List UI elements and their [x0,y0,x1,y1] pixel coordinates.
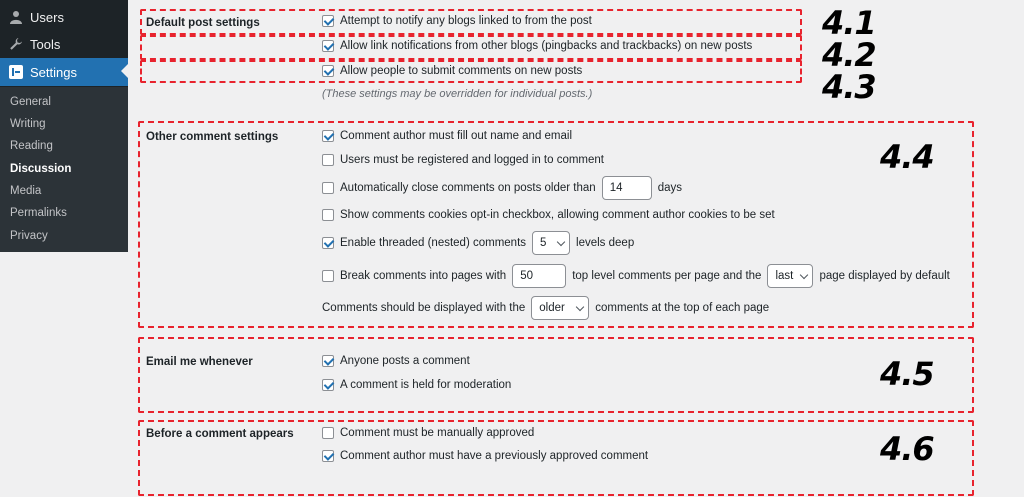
email-me-label: Email me whenever [146,356,253,368]
option-label: Comment author must have a previously approved comment [340,450,649,462]
other-comment-settings-label: Other comment settings [146,131,279,143]
wrench-icon [6,34,26,54]
select-value: last [775,270,794,282]
annotation-box-4-2 [140,35,802,60]
submenu-writing[interactable]: Writing [10,118,46,130]
option-label: Break comments into pages with [340,270,507,282]
annotation-label-4-2: 4.2 [822,36,876,74]
menu-item-settings[interactable] [0,58,128,86]
menu-item-label: Settings [30,64,77,80]
annotation-label-4-5: 4.5 [880,355,934,393]
option-label: Attempt to notify any blogs linked to from the post [340,15,592,27]
annotation-box-4-3 [140,60,802,83]
option-suffix: page displayed by default [819,270,950,282]
option-suffix: days [657,182,682,194]
option-label: Comment author must fill out name and email [340,130,573,142]
override-note: (These settings may be overridden for individual posts.) [322,88,593,100]
auto-close-days-input[interactable]: 14 [602,176,652,200]
annotation-label-4-1: 4.1 [822,4,876,42]
user-icon [6,7,26,27]
menu-item-tools[interactable] [0,31,128,57]
option-label: Anyone posts a comment [340,355,470,367]
option-label: Enable threaded (nested) comments [340,237,527,249]
option-label: Automatically close comments on posts older than [340,182,596,194]
annotation-label-4-4: 4.4 [880,138,934,176]
default-post-settings-label: Default post settings [146,17,260,29]
annotation-box-4-5 [138,337,974,413]
menu-item-label: Tools [30,36,61,52]
menu-item-label: Users [30,9,64,25]
option-middle: top level comments per page and the [572,270,762,282]
submenu-general[interactable]: General [10,96,51,108]
option-label: Comments should be displayed with the [322,302,526,314]
submenu-reading[interactable]: Reading [10,140,53,152]
option-suffix: comments at the top of each page [595,302,770,314]
settings-submenu [0,87,128,252]
annotation-box-4-1 [140,9,802,35]
admin-sidebar [0,0,128,252]
annotation-label-4-6: 4.6 [880,430,934,468]
submenu-permalinks[interactable]: Permalinks [10,207,67,219]
option-label: Allow people to submit comments on new posts [340,65,583,77]
submenu-privacy[interactable]: Privacy [10,230,48,242]
option-label: A comment is held for moderation [340,379,512,391]
annotation-box-4-4 [138,121,974,328]
submenu-discussion[interactable]: Discussion [10,163,72,175]
option-label: Users must be registered and logged in to comment [340,154,604,166]
select-value: older [539,302,565,314]
annotation-box-4-6 [138,420,974,496]
submenu-media[interactable]: Media [10,185,42,197]
annotation-label-4-3: 4.3 [822,68,876,106]
select-value: 5 [540,237,547,249]
option-suffix: levels deep [576,237,635,249]
option-label: Comment must be manually approved [340,427,535,439]
before-comment-appears-label: Before a comment appears [146,428,294,440]
option-label: Show comments cookies opt-in checkbox, allowing comment author cookies to be set [340,209,775,221]
option-label: Allow link notifications from other blogs (pingbacks and trackbacks) on new posts [340,40,753,52]
menu-item-users[interactable] [0,4,128,30]
comments-per-page-input[interactable]: 50 [512,264,566,288]
settings-icon [6,62,26,82]
